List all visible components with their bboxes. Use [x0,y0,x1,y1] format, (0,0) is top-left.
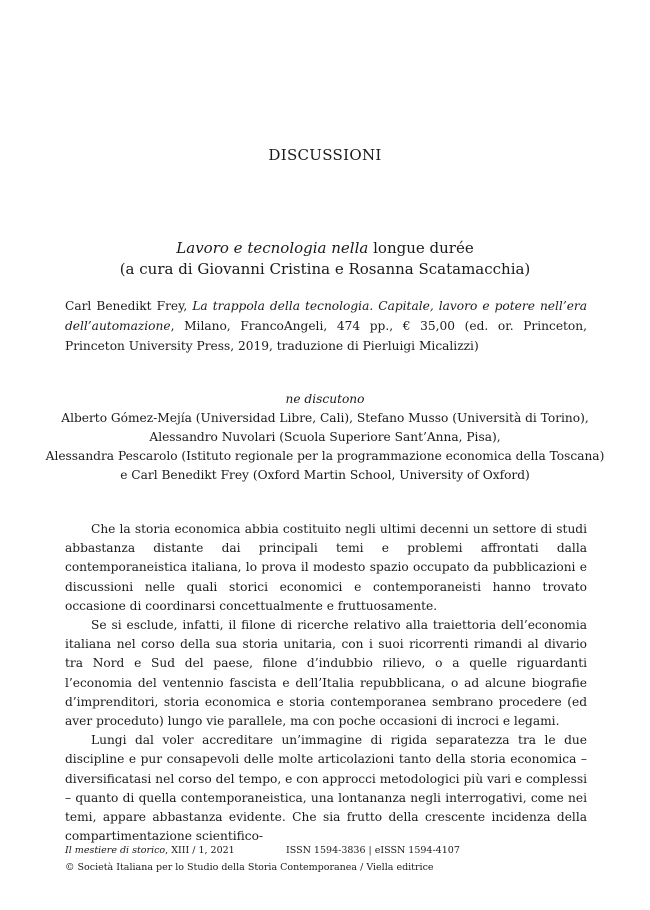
title-line [0,238,650,259]
title-editors: (a cura di Giovanni Cristina e Rosanna Scatamacchia) [119,260,531,278]
footer-copyright: © Società Italiana per lo Studio della Storia Contemporanea / Viella editrice [65,862,434,873]
page-footer [65,842,605,876]
title-italic: Lavoro e tecnologia nella [176,239,369,257]
title-normal: longue durée [368,239,474,257]
book-author: Carl Benedikt Frey, [65,299,193,313]
section-heading: DISCUSSIONI [268,146,382,164]
discussants-block [0,390,650,485]
discussant-line: Alessandra Pescarolo (Istituto regionale per la programmazione economica della Toscana) [45,449,605,463]
paragraph: Lungi dal voler accreditare un’immagine di rigida separatezza tra le due discipline e pur consapevoli delle molte articolazioni tanto della storia economica – diversificatasi nel corso del tempo, e con approcci metodologici più vari e complessi – quanto di quella contemporaneistica, una lontananza negli interrogativi, come nei temi, appare abbastanza evidente. Che sia frutto della crescente incidenza della compartimentazione scientifico- [65,733,587,844]
paragraph: Se si esclude, infatti, il filone di ricerche relativo alla traiettoria dell’economia italiana nel corso della sua storia unitaria, con i suoi ricorrenti rimandi al divario tra Nord e Sud del paese, filone d’indubbio rilievo, o a quelle riguardanti l’economia del ventennio fascista e dell’Italia repubblicana, o ad alcune biografie d’imprenditori, storia economica e storia contemporanea sembrano procedere (ed aver proceduto) lungo vie parallele, ma con poche occasioni di incroci e legami. [65,618,587,729]
discussant-line: Alessandro Nuvolari (Scuola Superiore Sant’Anna, Pisa), [149,430,501,444]
article-body [65,520,587,846]
journal-issue: , XIII / 1, 2021 [165,845,235,856]
discussants-intro: ne discutono [285,392,365,406]
article-title [0,238,650,280]
book-reference [65,296,587,356]
book-title: La trappola della tecnologia. Capitale, lavoro e potere nell’era dell’automazione [65,299,587,333]
paragraph: Che la storia economica abbia costituito negli ultimi decenni un settore di studi abbastanza distante dai principali temi e problemi affrontati dalla contemporaneistica italiana, lo prova il modesto spazio occupato da pubblicazioni e discussioni nelle quali storici economici e contemporaneisti hanno trovato occasione di coordinarsi concettualmente e fruttuosamente. [65,522,587,613]
discussant-line: Alberto Gómez-Mejía (Universidad Libre, Cali), Stefano Musso (Università di Torino), [61,411,589,425]
footer-issn: ISSN 1594-3836 | eISSN 1594-4107 [286,845,460,856]
discussant-line: e Carl Benedikt Frey (Oxford Martin School, University of Oxford) [120,468,530,482]
book-details: , Milano, FrancoAngeli, 474 pp., € 35,00 (ed. or. Princeton, Princeton University Press, 2019, traduzione di Pierluigi Micalizzi) [65,319,587,353]
journal-name: Il mestiere di storico [65,845,166,856]
